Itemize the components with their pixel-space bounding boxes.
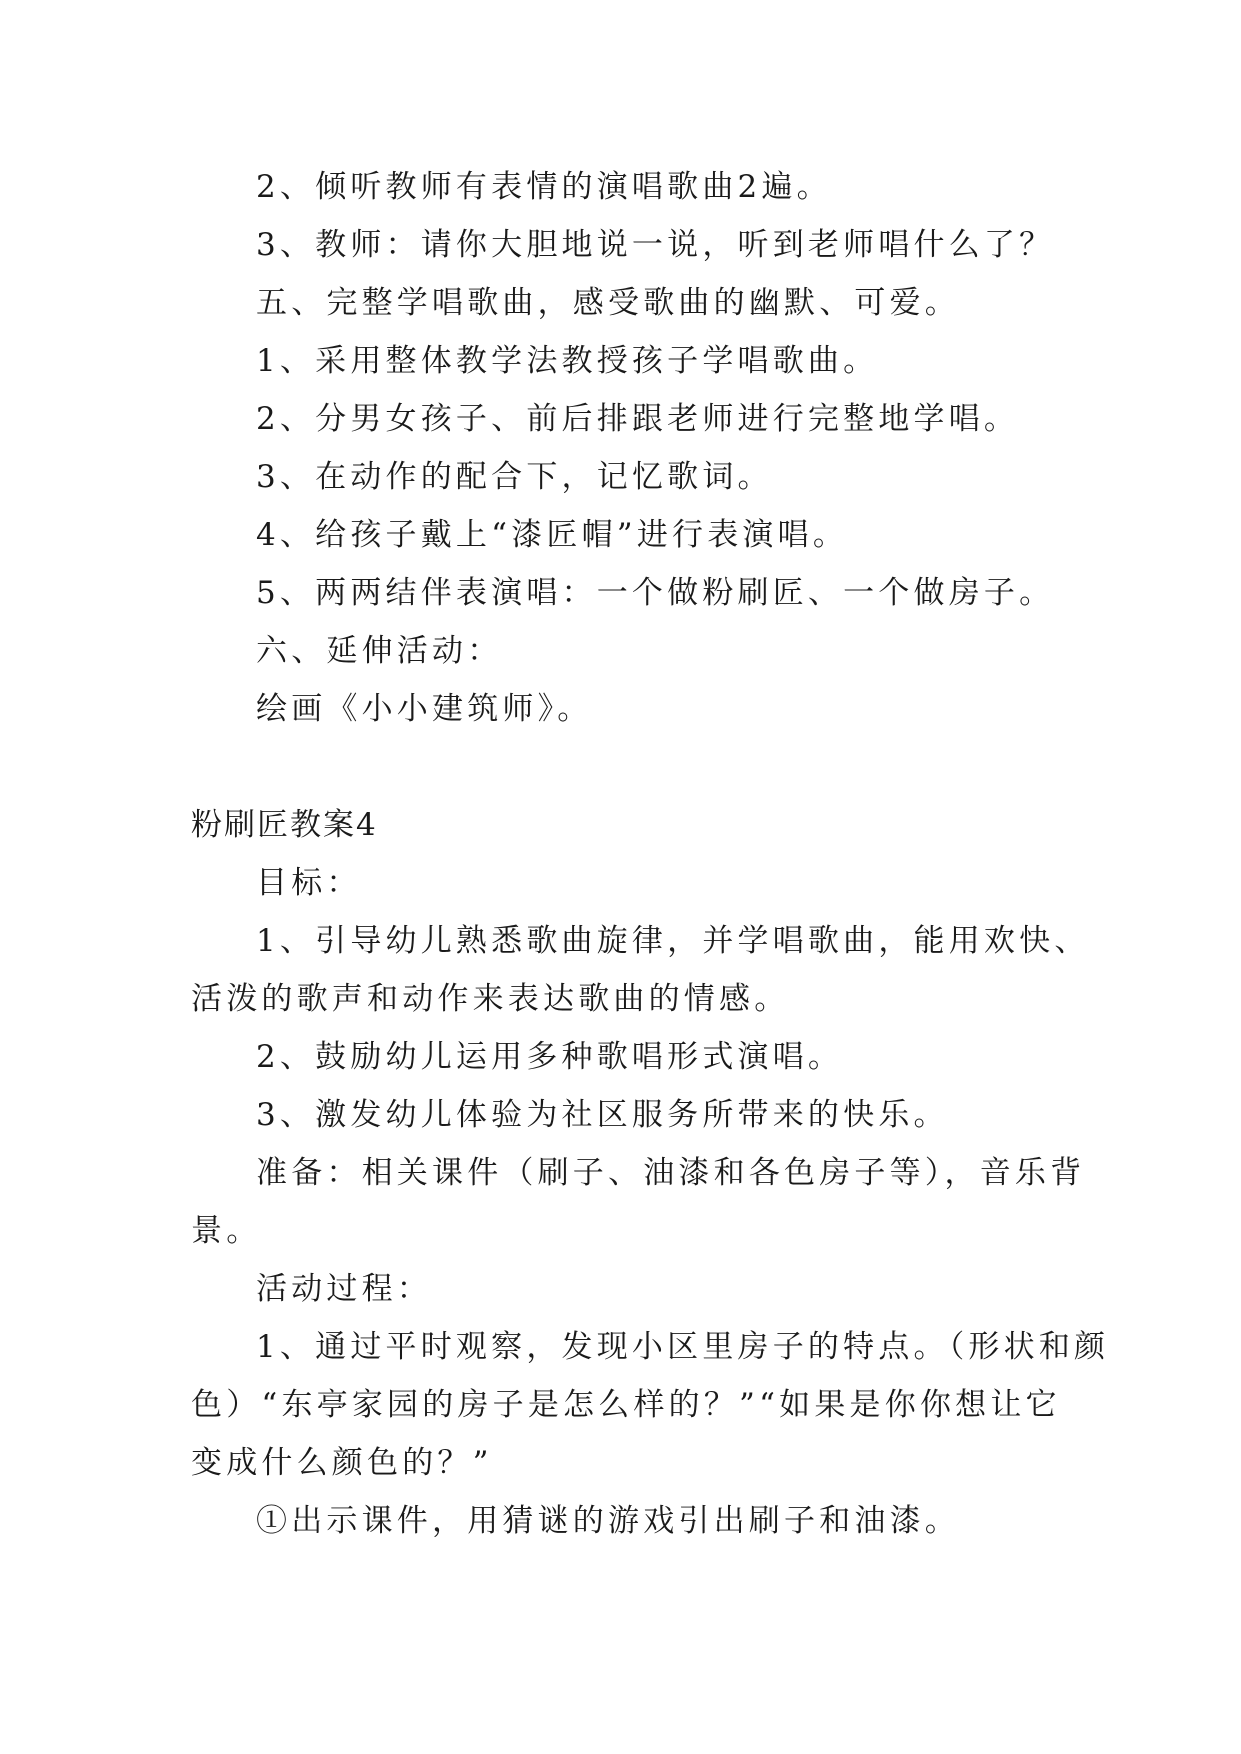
text-line: ①出示课件，用猜谜的游戏引出刷子和油漆。 (256, 1503, 960, 1539)
text-line: 2、分男女孩子、前后排跟老师进行完整地学唱。 (256, 401, 1020, 437)
text-line: 3、教师：请你大胆地说一说，听到老师唱什么了？ (256, 227, 1055, 263)
goal-label: 目标： (256, 865, 362, 901)
text-line: 3、在动作的配合下，记忆歌词。 (256, 459, 773, 495)
text-line: 4、给孩子戴上“漆匠帽”进行表演唱。 (256, 517, 849, 553)
text-line: 3、激发幼儿体验为社区服务所带来的快乐。 (256, 1097, 949, 1133)
text-line: 1、引导幼儿熟悉歌曲旋律，并学唱歌曲，能用欢快、 (256, 923, 1090, 959)
text-line: 变成什么颜色的？” (191, 1445, 493, 1481)
text-line: 准备：相关课件（刷子、油漆和各色房子等），音乐背 (256, 1155, 1086, 1191)
text-line: 六、延伸活动： (256, 633, 503, 669)
text-line: 2、鼓励幼儿运用多种歌唱形式演唱。 (256, 1039, 844, 1075)
text-line: 1、采用整体教学法教授孩子学唱歌曲。 (256, 343, 879, 379)
text-line: 1、通过平时观察，发现小区里房子的特点。（形状和颜 (256, 1329, 1110, 1365)
text-line: 绘画《小小建筑师》。 (256, 691, 593, 727)
section-title: 粉刷匠教案4 (191, 807, 378, 843)
text-line: 五、完整学唱歌曲，感受歌曲的幽默、可爱。 (256, 285, 960, 321)
text-line: 5、两两结伴表演唱：一个做粉刷匠、一个做房子。 (256, 575, 1055, 611)
text-line: 色）“东亭家园的房子是怎么样的？”“如果是你你想让它 (191, 1387, 1061, 1423)
process-label: 活动过程： (256, 1271, 432, 1307)
text-line: 活泼的歌声和动作来表达歌曲的情感。 (191, 981, 790, 1017)
text-line: 2、倾听教师有表情的演唱歌曲2遍。 (256, 169, 832, 205)
text-line: 景。 (191, 1213, 262, 1249)
